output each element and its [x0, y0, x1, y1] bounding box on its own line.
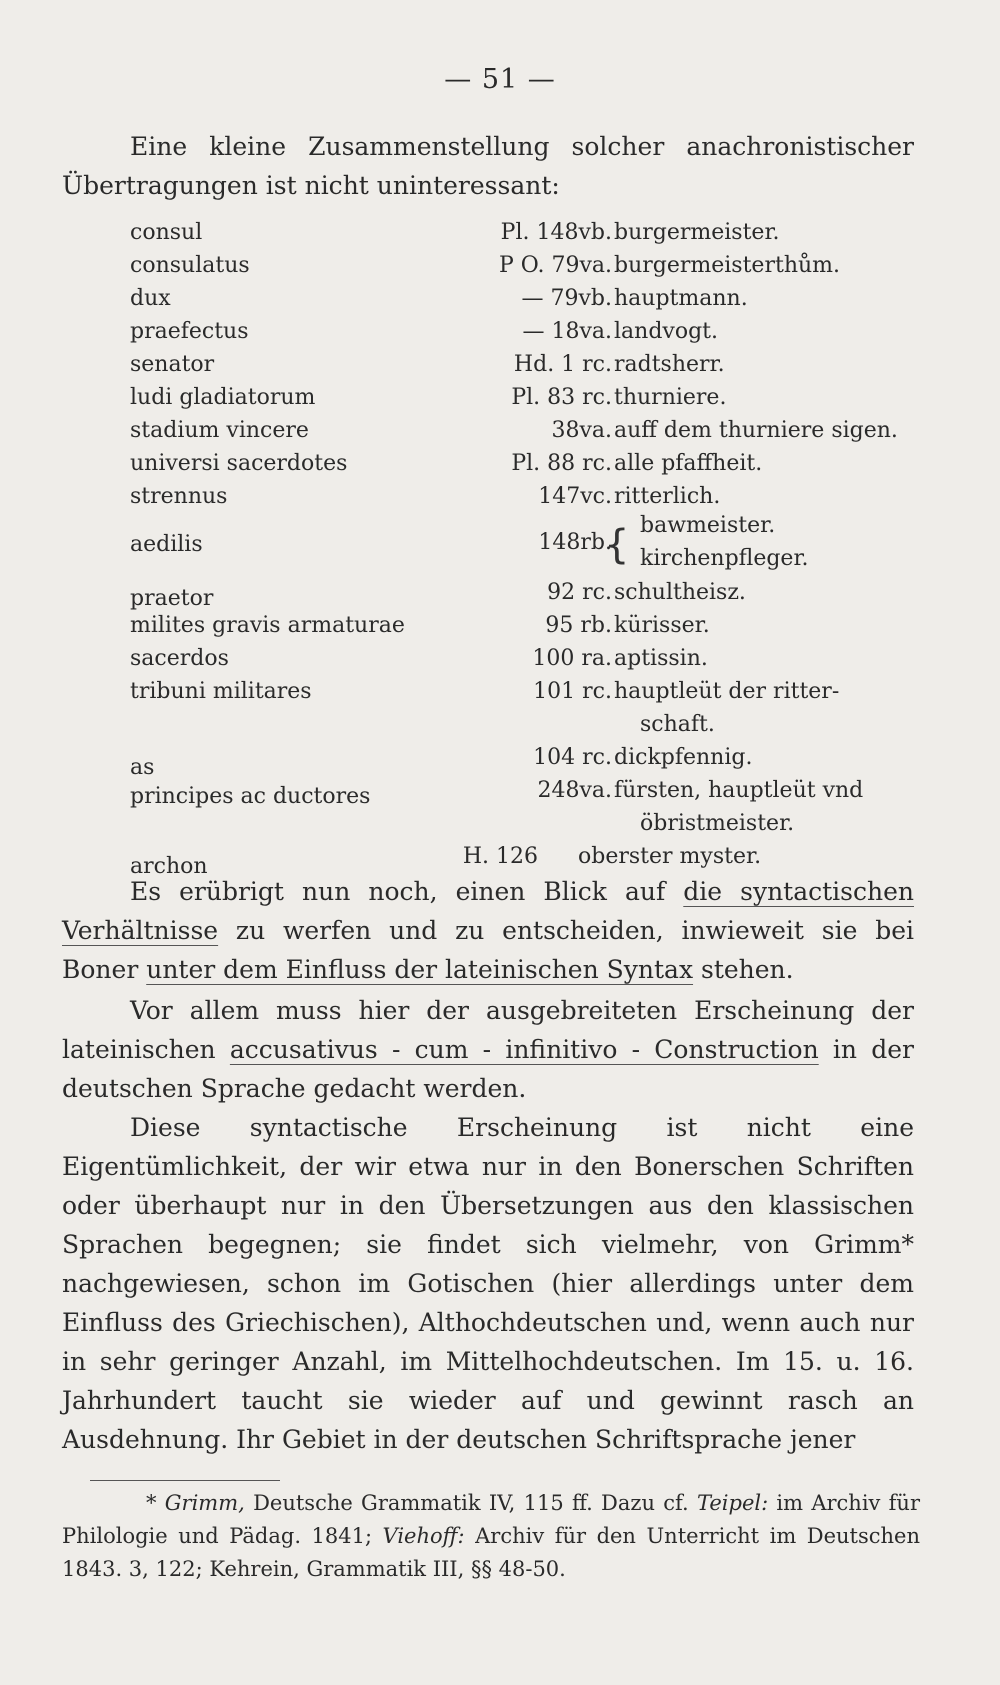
- table-row: [0, 679, 1000, 713]
- table-row: [0, 745, 1000, 779]
- german-term: landvogt.: [614, 319, 718, 344]
- latin-term: stadium vincere: [130, 418, 309, 443]
- table-row-continuation: [0, 546, 1000, 580]
- source-ref: H. 126: [462, 844, 538, 869]
- table-row: [0, 646, 1000, 680]
- german-term: schultheisz.: [614, 580, 746, 605]
- table-row: [0, 319, 1000, 353]
- footnote-star: *: [146, 1491, 165, 1515]
- table-row: [0, 580, 1000, 614]
- table-row: [0, 352, 1000, 386]
- paragraph-syntax: [62, 872, 914, 989]
- german-term-continuation: öbristmeister.: [640, 811, 795, 836]
- brace-symbol: {: [604, 522, 630, 568]
- source-ref: 104 rc.: [533, 745, 612, 770]
- table-row: [0, 385, 1000, 419]
- source-ref: 38va.: [551, 418, 612, 443]
- german-term: fürsten, hauptleüt vnd: [614, 778, 864, 803]
- footnote-text: Archiv für den Unterricht im Deutschen 1843. 3, 122; Kehrein, Grammatik III, §§ 48-50.: [62, 1524, 920, 1581]
- source-ref: — 18va.: [522, 319, 612, 344]
- german-term: dickpfennig.: [614, 745, 753, 770]
- latin-term: consulatus: [130, 253, 250, 278]
- text-run: stehen.: [693, 955, 794, 984]
- paragraph-accusativus: [62, 991, 914, 1108]
- german-term: auff dem thurniere sigen.: [614, 418, 898, 443]
- source-ref: 92 rc.: [547, 580, 612, 605]
- table-row: [0, 613, 1000, 647]
- latin-term: dux: [130, 286, 171, 311]
- footnote: [62, 1487, 920, 1586]
- german-term: aptissin.: [614, 646, 708, 671]
- latin-term: sacerdos: [130, 646, 229, 671]
- table-row: [0, 220, 1000, 254]
- text-run: zu werfen und zu entscheiden, inwieweit sie bei Boner: [62, 916, 914, 984]
- german-term: thurniere.: [614, 385, 727, 410]
- german-term: ritterlich.: [614, 484, 721, 509]
- latin-term: archon: [130, 854, 208, 879]
- german-term: hauptleüt der ritter-: [614, 679, 840, 704]
- german-term: radtsherr.: [614, 352, 725, 377]
- source-ref: 248va.: [537, 778, 612, 803]
- paragraph-main: Diese syntactische Erscheinung ist nicht eine Eigentümlichkeit, der wir etwa nur in den Bonerschen Schriften oder überhaupt nur in den Übersetzungen aus den klassischen Sprachen begegnen; sie findet sich vielmehr, von Grimm* nachgewiesen, schon im Gotischen (hier allerdings unter dem Einfluss des Griechischen), Althochdeutschen und, wenn auch nur in sehr geringer Anzahl, im Mittelhochdeutschen. Im 15. u. 16. Jahrhundert taucht sie wieder auf und gewinnt rasch an Ausdehnung. Ihr Gebiet in der deutschen Schriftsprache jener: [62, 1113, 914, 1454]
- german-term: alle pfaffheit.: [614, 451, 763, 476]
- german-term: burgermeisterthům.: [614, 253, 841, 278]
- table-row-continuation: [0, 712, 1000, 746]
- german-term: hauptmann.: [614, 286, 748, 311]
- underlined-phrase: die syntactischen Verhältnisse: [62, 877, 914, 945]
- source-ref: 101 rc.: [533, 679, 612, 704]
- latin-term: tribuni militares: [130, 679, 312, 704]
- german-term-continuation: schaft.: [640, 712, 715, 737]
- footnote-author: Viehoff:: [382, 1524, 465, 1548]
- latin-term: aedilis: [130, 532, 203, 557]
- latin-term: ludi gladiatorum: [130, 385, 316, 410]
- source-ref: 95 rb.: [545, 613, 612, 638]
- table-row: [0, 286, 1000, 320]
- table-row-continuation: [0, 811, 1000, 845]
- text-run: Vor allem muss hier der ausgebreiteten Erscheinung der lateinischen: [62, 996, 914, 1064]
- source-ref: 100 ra.: [532, 646, 612, 671]
- table-row-continuation: [0, 513, 1000, 547]
- footnote-text: Deutsche Grammatik IV, 115 ff. Dazu cf.: [244, 1491, 697, 1515]
- latin-term: senator: [130, 352, 215, 377]
- source-ref: Pl. 83 rc.: [511, 385, 612, 410]
- footnote-author: Grimm,: [164, 1491, 245, 1515]
- latin-term: milites gravis armaturae: [130, 613, 405, 638]
- underlined-phrase: accusativus - cum - infinitivo - Construction: [229, 1035, 819, 1064]
- text-run: in der deutschen Sprache gedacht werden.: [62, 1035, 914, 1103]
- underlined-phrase: unter dem Einfluss der lateinischen Syntax: [146, 955, 694, 984]
- source-ref: P O. 79va.: [498, 253, 612, 278]
- latin-term: strennus: [130, 484, 228, 509]
- source-ref: Pl. 88 rc.: [511, 451, 612, 476]
- source-ref: Pl. 148vb.: [500, 220, 612, 245]
- source-ref: Hd. 1 rc.: [513, 352, 612, 377]
- source-ref: — 79vb.: [521, 286, 612, 311]
- text-run: Es erübrigt nun noch, einen Blick auf: [130, 877, 684, 906]
- source-ref: 147vc.: [538, 484, 612, 509]
- latin-term: praefectus: [130, 319, 249, 344]
- table-row: [0, 451, 1000, 485]
- latin-term: as: [130, 755, 155, 780]
- table-row: [0, 418, 1000, 452]
- footnote-rule: [90, 1480, 280, 1481]
- table-row: [0, 253, 1000, 287]
- footnote-text: im Archiv für Philologie und Pädag. 1841;: [62, 1491, 920, 1548]
- page-number: — 51 —: [444, 64, 556, 95]
- german-term: kürisser.: [614, 613, 710, 638]
- intro-paragraph: Eine kleine Zusammenstellung solcher anachronistischer Übertragungen ist nicht uninteressant:: [62, 132, 914, 200]
- footnote-author: Teipel:: [696, 1491, 769, 1515]
- latin-term: consul: [130, 220, 203, 245]
- latin-term: universi sacerdotes: [130, 451, 348, 476]
- german-term: kirchenpfleger.: [640, 546, 809, 571]
- german-term: oberster myster.: [578, 844, 762, 869]
- latin-term: praetor: [130, 586, 214, 611]
- latin-term: principes ac ductores: [130, 784, 371, 809]
- german-term: bawmeister.: [640, 513, 776, 538]
- table-row: [0, 778, 1000, 812]
- source-ref: 148rb.: [538, 530, 612, 555]
- german-term: burgermeister.: [614, 220, 780, 245]
